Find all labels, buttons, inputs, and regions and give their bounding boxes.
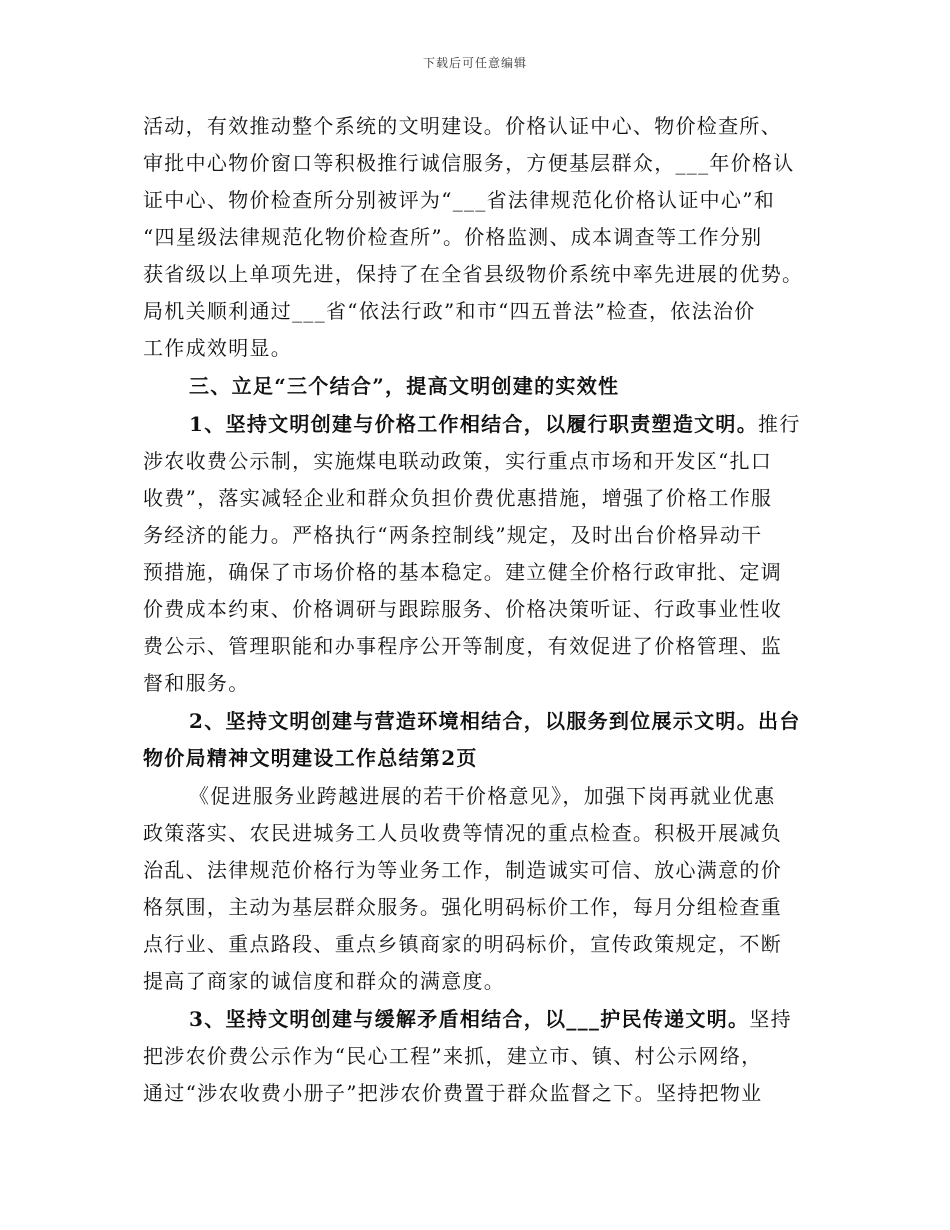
bold-lead: 三、立足“三个结合”，提高文明创建的实效性 <box>189 374 620 398</box>
line-text: 把涉农价费公示作为“民心工程”来抓，建立市、镇、村公示网络， <box>143 1044 763 1068</box>
line-text: 点行业、重点路段、重点乡镇商家的明码标价，宣传政策规定，不断 <box>143 932 782 956</box>
text-line <box>143 814 815 852</box>
line-text: 通过“涉农收费小册子”把涉农价费置于群众监督之下。坚持把物业 <box>143 1081 763 1105</box>
page-header: 下载后可任意编辑 <box>422 56 527 70</box>
text-line <box>143 590 815 628</box>
text-line <box>143 962 815 1000</box>
text-line <box>143 664 815 702</box>
text-line <box>143 405 815 443</box>
line-text: “四星级法律规范化物价检查所”。价格监测、成本调查等工作分别 <box>143 225 763 249</box>
text-line <box>143 479 815 517</box>
text-line <box>143 218 815 256</box>
line-text: 局机关顺利通过___省“依法行政”和市“四五普法”检查，依法治价 <box>143 299 756 323</box>
text-line <box>143 107 815 145</box>
text-line <box>143 144 815 182</box>
line-text: 格氛围，主动为基层群众服务。强化明码标价工作，每月分组检查重 <box>143 895 782 919</box>
line-text: 治乱、法律规范价格行为等业务工作，制造诚实可信、放心满意的价 <box>143 858 782 882</box>
line-text: 预措施，确保了市场价格的基本稳定。建立健全价格行政审批、定调 <box>143 560 782 584</box>
text-line <box>143 1037 815 1075</box>
text-line <box>143 181 815 219</box>
line-text: 《促进服务业跨越进展的若干价格意见》，加强下岗再就业优惠 <box>189 784 776 808</box>
bold-lead: 物价局精神文明建设工作总结第2页 <box>143 746 478 770</box>
text-line <box>143 1074 815 1112</box>
line-text: 价费成本约束、价格调研与跟踪服务、价格决策听证、行政事业性收 <box>143 597 782 621</box>
line-text: 政策落实、农民进城务工人员收费等情况的重点检查。积极开展减负 <box>143 821 782 845</box>
section-heading <box>143 367 815 405</box>
text-line <box>143 851 815 889</box>
line-text: 督和服务。 <box>143 671 250 695</box>
line-text: 工作成效明显。 <box>143 336 293 360</box>
text-line <box>143 702 815 740</box>
line-text: 涉农收费公示制，实施煤电联动政策，实行重点市场和开发区“扎口 <box>143 449 773 473</box>
text-line <box>143 292 815 330</box>
bold-lead: 3、坚持文明创建与缓解矛盾相结合，以___护民传递文明。 <box>189 1007 750 1031</box>
text-line <box>143 553 815 591</box>
text-line <box>143 925 815 963</box>
line-text: 费公示、管理职能和办事程序公开等制度，有效促进了价格管理、监 <box>143 634 782 658</box>
line-text: 务经济的能力。严格执行“两条控制线”规定，及时出台价格异动干 <box>143 523 763 547</box>
page-title-line <box>143 739 815 777</box>
bold-lead: 1、坚持文明创建与价格工作相结合，以履行职责塑造文明。 <box>189 412 759 436</box>
line-text: 收费”，落实减轻企业和群众负担价费优惠措施，增强了价格工作服 <box>143 486 773 510</box>
text-line <box>143 1000 815 1038</box>
text-line <box>143 627 815 665</box>
line-text: 证中心、物价检查所分别被评为“___省法律规范化价格认证中心”和 <box>143 188 776 212</box>
bold-lead: 2、坚持文明创建与营造环境相结合，以服务到位展示文明。出台 <box>189 709 801 733</box>
line-text: 坚持 <box>749 1007 792 1031</box>
line-text: 提高了商家的诚信度和群众的满意度。 <box>143 969 506 993</box>
text-line <box>143 442 815 480</box>
line-text: 获省级以上单项先进，保持了在全省县级物价系统中率先进展的优势。 <box>143 262 804 286</box>
line-text: 活动，有效推动整个系统的文明建设。价格认证中心、物价检查所、 <box>143 114 782 138</box>
text-line <box>143 329 815 367</box>
line-text: 推行 <box>758 412 801 436</box>
line-text: 审批中心物价窗口等积极推行诚信服务，方便基层群众，___年价格认 <box>143 151 795 175</box>
text-line <box>143 888 815 926</box>
text-line <box>143 777 815 815</box>
text-line <box>143 255 815 293</box>
text-line <box>143 516 815 554</box>
